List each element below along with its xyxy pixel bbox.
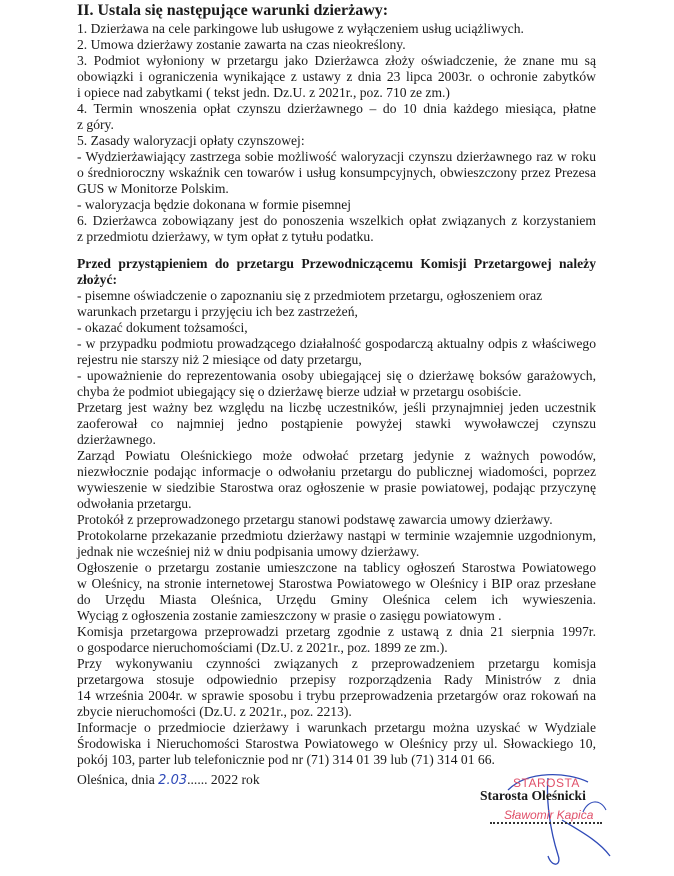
- date-dots: ......: [187, 772, 208, 787]
- body-line: Przy wykonywaniu czynności związanych z przeprowadzeniem przetargu komisja: [77, 656, 596, 671]
- body-line: Przetarg jest ważny bez względu na liczbę uczestników, jeśli przynajmniej jeden uczestnik: [77, 400, 596, 415]
- condition-line: 6. Dzierżawca zobowiązany jest do ponoszenia wszelkich opłat związanych z korzystaniem: [77, 213, 596, 228]
- body-line: przetargowa stosuje odpowiednio przepisy rozporządzenia Rady Ministrów z dnia: [77, 672, 596, 687]
- body-line: warunkach przetargu i przyjęciu ich bez zastrzeżeń,: [77, 304, 358, 319]
- condition-line: o średnioroczny wskaźnik cen towarów i usług konsumpcyjnych, obwieszczony przez Prezesa: [77, 165, 596, 180]
- condition-line: 2. Umowa dzierżawy zostanie zawarta na czas nieokreślony.: [77, 37, 406, 52]
- body-line: Komisja przetargowa przeprowadzi przetarg zgodnie z ustawą z dnia 21 sierpnia 1997r.: [77, 624, 596, 639]
- body-line: chyba że podmiot ubiegający się o dzierżawę bierze udział w przetargu osobiście.: [77, 384, 522, 399]
- body-line: 14 września 2004r. w sprawie sposobu i trybu przeprowadzenia przetargów oraz rokowań na: [77, 688, 596, 703]
- body-line: - upoważnienie do reprezentowania osoby ubiegającej się o dzierżawę boksów garażowych,: [77, 368, 596, 383]
- body-line: Zarząd Powiatu Oleśnickiego może odwołać przetarg jedynie z ważnych powodów,: [77, 448, 596, 463]
- requirements-heading: złożyć:: [77, 272, 117, 287]
- year-label: 2022 rok: [210, 772, 260, 787]
- stamp-name: Sławomir Kapica: [504, 808, 594, 822]
- condition-line: - waloryzacja będzie dokonana w formie pisemnej: [77, 197, 352, 212]
- condition-line: - Wydzierżawiający zastrzega sobie możliwość waloryzacji czynszu dzierżawnego raz w roku: [77, 149, 596, 164]
- signature-line: [490, 822, 602, 824]
- body-line: odwołania przetargu.: [77, 496, 192, 511]
- condition-line: GUS w Monitorze Polskim.: [77, 181, 229, 196]
- condition-line: 5. Zasady waloryzacji opłaty czynszowej:: [77, 133, 305, 148]
- body-line: zbycie nieruchomości (Dz.U. z 2021r., poz. 2213).: [77, 704, 352, 719]
- body-line: dzierżawnego.: [77, 432, 156, 447]
- body-line: Środowiska i Nieruchomości Starostwa Powiatowego w Oleśnicy przy ul. Słowackiego 10,: [77, 736, 596, 751]
- body-line: do Urzędu Miasta Oleśnica, Urzędu Gminy Oleśnica celem ich wywieszenia.: [77, 592, 596, 607]
- body-line: - w przypadku podmiotu prowadzącego działalność gospodarczą aktualny odpis z właściwego: [77, 336, 596, 351]
- condition-line: 3. Podmiot wyłoniony w przetargu jako Dzierżawca złoży oświadczenie, że znane mu są: [77, 53, 596, 68]
- body-line: pokój 103, parter lub telefonicznie pod nr (71) 314 01 39 lub (71) 314 01 66.: [77, 752, 495, 767]
- condition-line: z przedmiotu dzierżawy, w tym opłat z tytułu podatku.: [77, 229, 374, 244]
- place-date: [77, 772, 260, 788]
- requirements-heading: Przed przystąpieniem do przetargu Przewodniczącemu Komisji Przetargowej należy: [77, 256, 596, 271]
- body-line: Informacje o przedmiocie dzierżawy i warunkach przetargu można uzyskać w Wydziale: [77, 720, 596, 735]
- body-line: - pisemne oświadczenie o zapoznaniu się z przedmiotem przetargu, ogłoszeniem oraz: [77, 288, 543, 303]
- condition-line: 1. Dzierżawa na cele parkingowe lub usługowe z wyłączeniem usług uciążliwych.: [77, 21, 524, 36]
- body-line: zaoferował co najmniej jedno postąpienie powyżej stawki wywoławczej czynszu: [77, 416, 596, 431]
- condition-line: z góry.: [77, 117, 114, 132]
- body-line: rejestru nie starszy niż 2 miesiące od daty przetargu,: [77, 352, 362, 367]
- body-line: niezwłocznie podając informacje o odwołaniu przetargu do publicznej wiadomości, poprzez: [77, 464, 596, 479]
- body-line: - okazać dokument tożsamości,: [77, 320, 248, 335]
- body-line: w Oleśnicy, na stronie internetowej Starostwa Powiatowego w Oleśnicy i BIP oraz przesłane: [77, 576, 596, 591]
- condition-line: obowiązki i ograniczenia wynikające z ustawy z dnia 23 lipca 2003r. o ochronie zabytków: [77, 69, 596, 84]
- body-line: jednak nie wcześniej niż w dniu podpisania umowy dzierżawy.: [77, 544, 420, 559]
- stamp-title: STAROSTA: [513, 776, 580, 790]
- condition-line: i opiece nad zabytkami ( tekst jedn. Dz.U. z 2021r., poz. 710 ze zm.): [77, 85, 450, 100]
- body-line: Ogłoszenie o przetargu zostanie umieszczone na tablicy ogłoszeń Starostwa Powiatowego: [77, 560, 596, 575]
- place-label: Oleśnica, dnia: [77, 772, 155, 787]
- body-line: Protokół z przeprowadzonego przetargu stanowi podstawę zawarcia umowy dzierżawy.: [77, 512, 553, 527]
- body-line: Wyciąg z ogłoszenia zostanie zamieszczony w prasie o zasięgu powiatowym .: [77, 608, 502, 623]
- body-line: o gospodarce nieruchomościami (Dz.U. z 2021r., poz. 1899 ze zm.).: [77, 640, 448, 655]
- handwritten-date: 2.03: [158, 773, 188, 788]
- section-heading: II. Ustala się następujące warunki dzierżawy:: [77, 2, 389, 19]
- stamp-office: Starosta Oleśnicki: [480, 788, 586, 803]
- body-line: Protokolarne przekazanie przedmiotu dzierżawy nastąpi w terminie wzajemnie uzgodnionym,: [77, 528, 596, 543]
- body-line: wywieszenie w siedzibie Starostwa oraz ogłoszenie w prasie powiatowej, podając przyczynę: [77, 480, 596, 495]
- condition-line: 4. Termin wnoszenia opłat czynszu dzierżawnego – do 10 dnia każdego miesiąca, płatne: [77, 101, 596, 116]
